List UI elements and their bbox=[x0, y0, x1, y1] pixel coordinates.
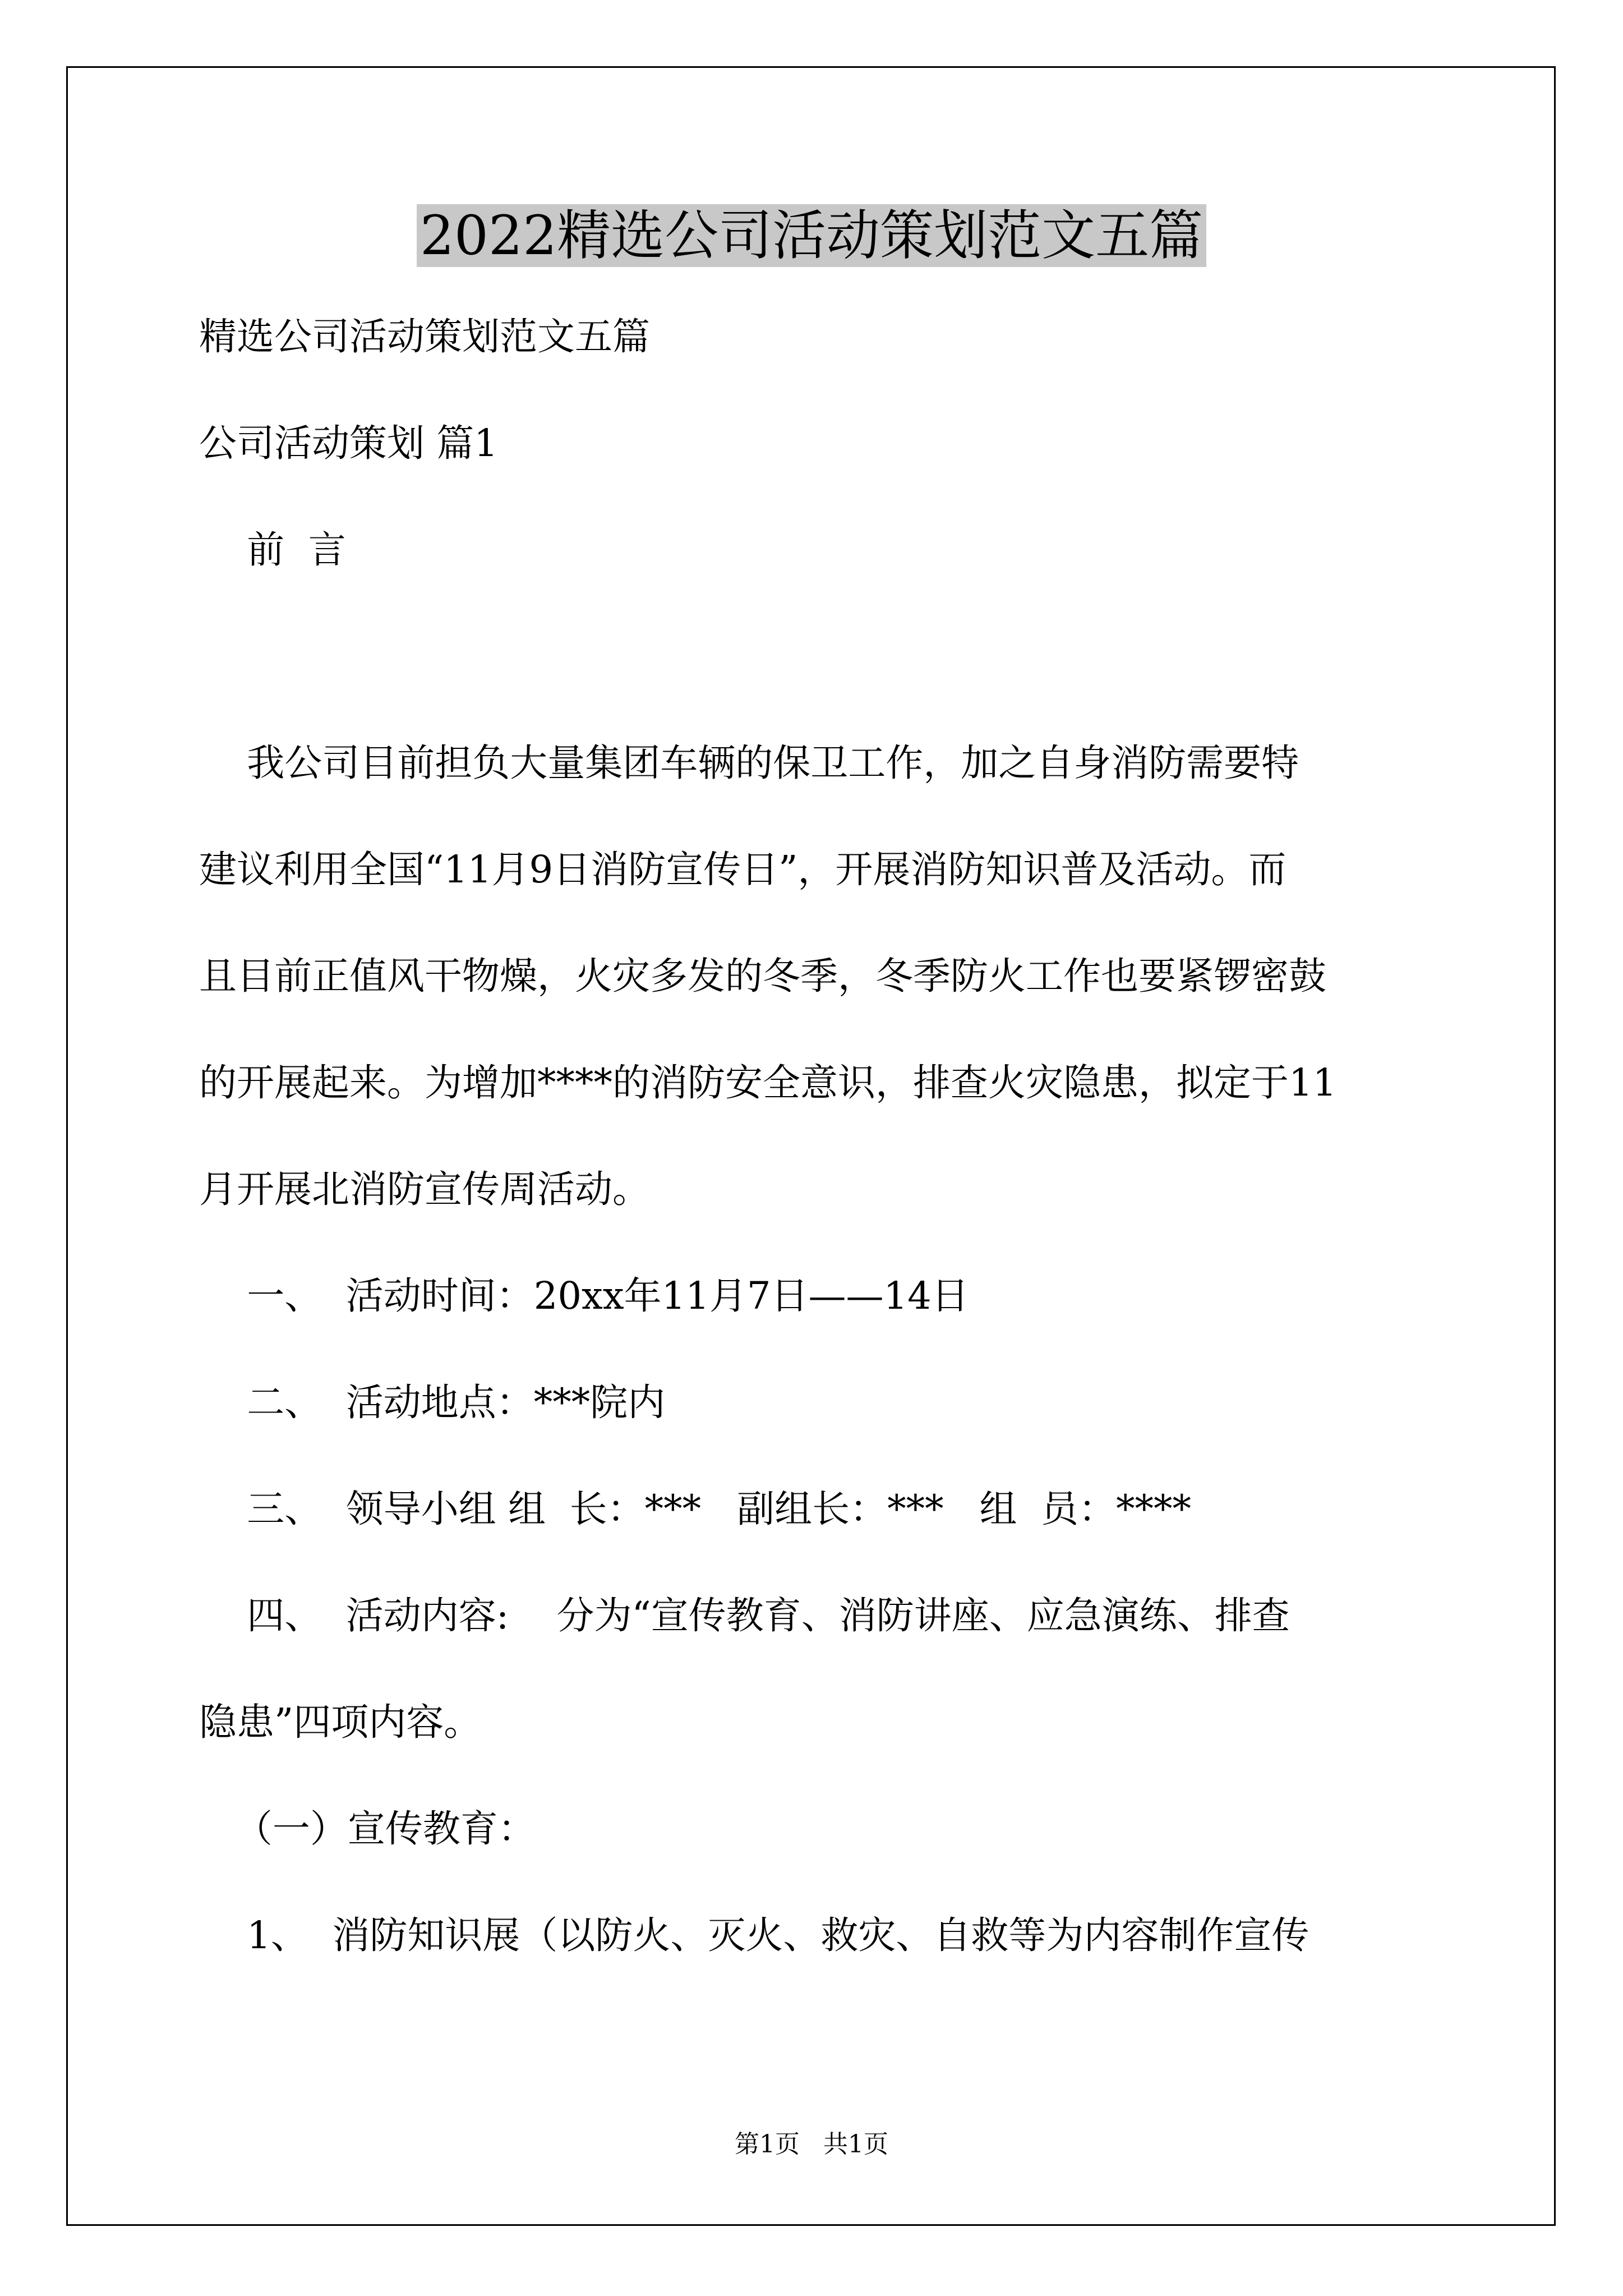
activity-content-line: 四、 活动内容: 分为“宣传教育、消防讲座、应急演练、排查 bbox=[199, 1594, 1290, 1637]
subtitle-line: 精选公司活动策划范文五篇 bbox=[199, 315, 650, 358]
body-line: 的开展起来。为增加****的消防安全意识，排查火灾隐患，拟定于11 bbox=[199, 1061, 1337, 1105]
page-footer: 第1页 共1页 bbox=[735, 2130, 888, 2159]
leadership-group-line: 三、 领导小组 组 长：*** 副组长：*** 组 员：**** bbox=[199, 1487, 1192, 1531]
list-item: 1、 消防知识展（以防火、灭火、救灾、自救等为内容制作宣传 bbox=[199, 1913, 1310, 1957]
section-heading: 公司活动策划 篇1 bbox=[199, 421, 498, 465]
preface-heading: 前 言 bbox=[199, 528, 346, 572]
document-title-text: 2022精选公司活动策划范文五篇 bbox=[417, 204, 1206, 267]
document-title bbox=[0, 196, 1623, 275]
activity-time-line: 一、 活动时间：20xx年11月7日——14日 bbox=[199, 1274, 969, 1318]
activity-location-line: 二、 活动地点：***院内 bbox=[199, 1381, 666, 1424]
body-line: 建议利用全国“11月9日消防宣传日”，开展消防知识普及活动。而 bbox=[199, 848, 1287, 891]
body-line: 月开展北消防宣传周活动。 bbox=[199, 1167, 650, 1211]
page-border bbox=[66, 66, 1556, 2226]
body-line: 隐患”四项内容。 bbox=[199, 1700, 482, 1744]
subsection-heading: （一）宣传教育： bbox=[199, 1807, 536, 1851]
body-line: 我公司目前担负大量集团车辆的保卫工作，加之自身消防需要特 bbox=[199, 741, 1299, 785]
body-line: 且目前正值风干物燥，火灾多发的冬季，冬季防火工作也要紧锣密鼓 bbox=[199, 954, 1326, 998]
